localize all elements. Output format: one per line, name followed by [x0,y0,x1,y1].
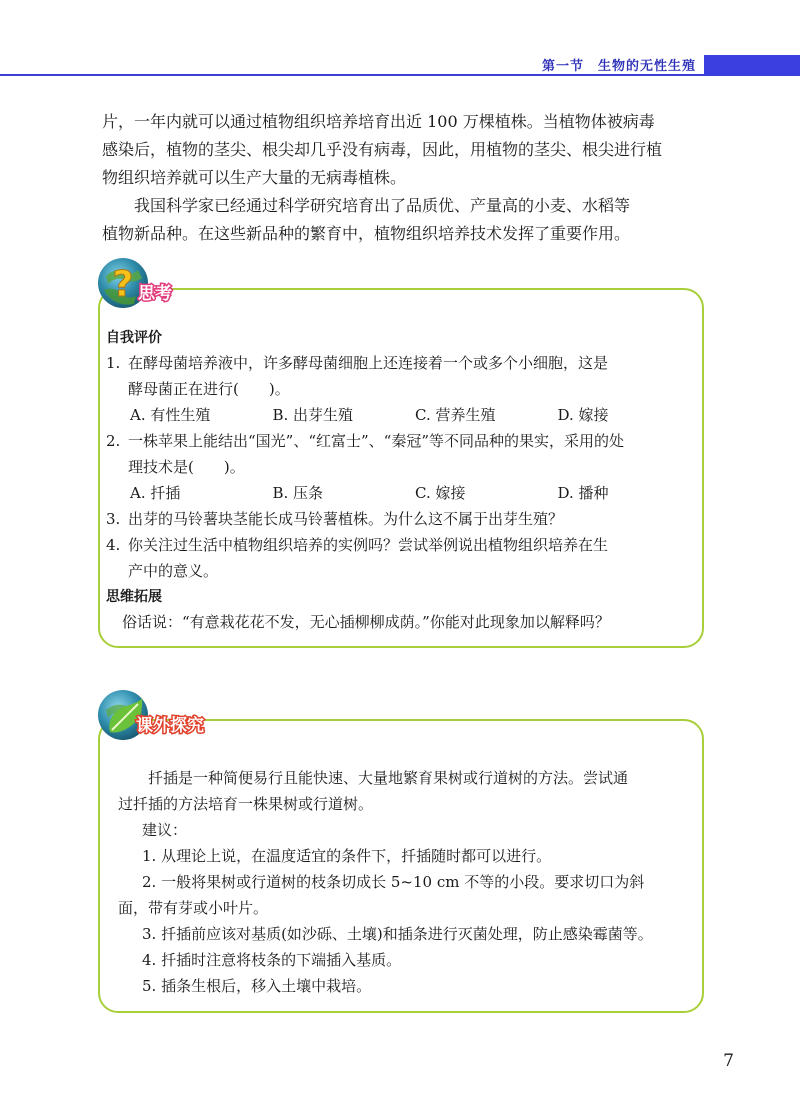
intro-text [102,108,704,248]
header-section: 第一节 [541,59,584,74]
explore-intro [118,765,700,817]
intro-line: 我国科学家已经通过科学研究培育出了品质优、产量高的小麦、水稻等 [134,196,631,215]
think-title: 思考 [138,284,172,304]
intro-line: 物组织培养就可以生产大量的无病毒植株。 [102,168,407,187]
question-number: 1. [106,354,121,372]
question-1 [106,350,702,402]
option: A. 扦插 [130,484,181,502]
question-text: 产中的意义。 [128,562,219,580]
extend-text: 俗话说：“有意栽花花不发，无心插柳柳成荫。”你能对此现象加以解释吗？ [122,613,610,631]
running-header [542,55,696,74]
question-number: 3. [106,510,121,528]
suggestion-4: 4. 扦插时注意将枝条的下端插入基质。 [142,951,402,969]
question-2 [106,428,702,480]
option: B. 出芽生殖 [272,406,354,424]
header-rule [0,74,800,76]
question-4 [106,532,702,584]
question-number: 2. [106,432,121,450]
option: C. 营养生殖 [415,406,496,424]
header-tab [704,55,800,75]
option: B. 压条 [272,484,324,502]
option: D. 嫁接 [557,406,609,424]
extend-heading: 思维拓展 [106,589,162,605]
question-text: 一株苹果上能结出“国光”、“红富士”、“秦冠”等不同品种的果实，采用的处 [128,432,625,450]
option: C. 嫁接 [415,484,466,502]
question-text: 出芽的马铃薯块茎能长成马铃薯植株。为什么这不属于出芽生殖？ [128,510,564,528]
suggestion-5: 5. 插条生根后，移入土壤中栽培。 [142,977,372,995]
question-3 [106,506,702,532]
explore-line: 2. 一般将果树或行道树的枝条切成长 5~10 cm 不等的小段。要求切口为斜 [142,873,645,891]
intro-line: 感染后，植物的茎尖、根尖却几乎没有病毒，因此，用植物的茎尖、根尖进行植 [102,140,663,159]
intro-line: 片，一年内就可以通过植物组织培养培育出近 100 万棵植株。当植物体被病毒 [102,112,655,131]
suggest-label: 建议： [142,821,188,839]
option: D. 播种 [557,484,609,502]
question-text: 酵母菌正在进行( )。 [128,380,290,398]
option: A. 有性生殖 [130,406,211,424]
page-number: 7 [723,1051,734,1071]
question-1-options [130,404,700,425]
header-title: 生物的无性生殖 [597,59,696,74]
suggestion-2 [118,869,700,921]
explore-line: 扦插是一种简便易行且能快速、大量地繁育果树或行道树的方法。尝试通 [148,769,629,787]
question-text: 理技术是( )。 [128,458,245,476]
explore-line: 面，带有芽或小叶片。 [118,899,269,917]
svg-text:?: ? [112,264,134,305]
question-2-options [130,482,700,503]
question-text: 在酵母菌培养液中，许多酵母菌细胞上还连接着一个或多个小细胞，这是 [128,354,609,372]
explore-title: 课外探究 [136,716,204,736]
question-text: 你关注过生活中植物组织培养的实例吗？尝试举例说出植物组织培养在生 [128,536,609,554]
explore-line: 过扦插的方法培育一株果树或行道树。 [118,795,374,813]
question-number: 4. [106,536,121,554]
suggestion-1: 1. 从理论上说，在温度适宜的条件下，扦插随时都可以进行。 [142,847,552,865]
self-eval-heading: 自我评价 [106,330,162,346]
intro-line: 植物新品种。在这些新品种的繁育中，植物组织培养技术发挥了重要作用。 [102,224,631,243]
suggestion-3: 3. 扦插前应该对基质(如沙砾、土壤)和插条进行灭菌处理，防止感染霉菌等。 [142,925,653,943]
